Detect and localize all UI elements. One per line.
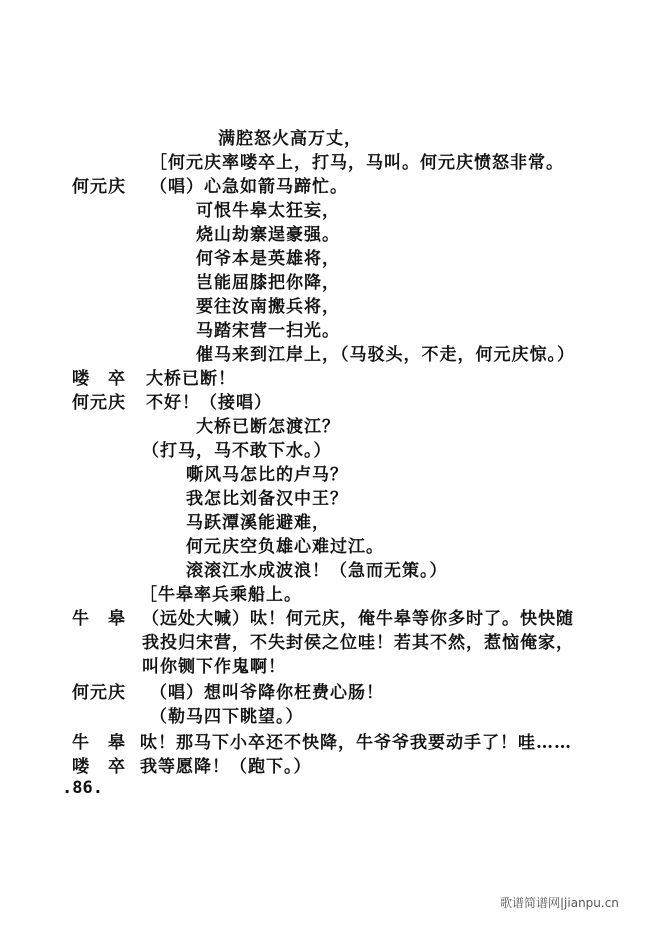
speaker-name: 何元庆 bbox=[72, 393, 126, 413]
watermark: 歌谱简谱网|jianpu.cn bbox=[500, 896, 619, 910]
speaker-name: 何元庆 bbox=[72, 177, 126, 197]
speaker-name: 喽 卒 bbox=[72, 757, 126, 777]
page-number: .86. bbox=[62, 778, 103, 798]
speaker-name: 喽 卒 bbox=[72, 369, 126, 389]
speaker-name: 何元庆 bbox=[72, 683, 126, 703]
speaker-name: 牛 皋 bbox=[72, 733, 126, 753]
speaker-name: 牛 皋 bbox=[72, 609, 126, 629]
